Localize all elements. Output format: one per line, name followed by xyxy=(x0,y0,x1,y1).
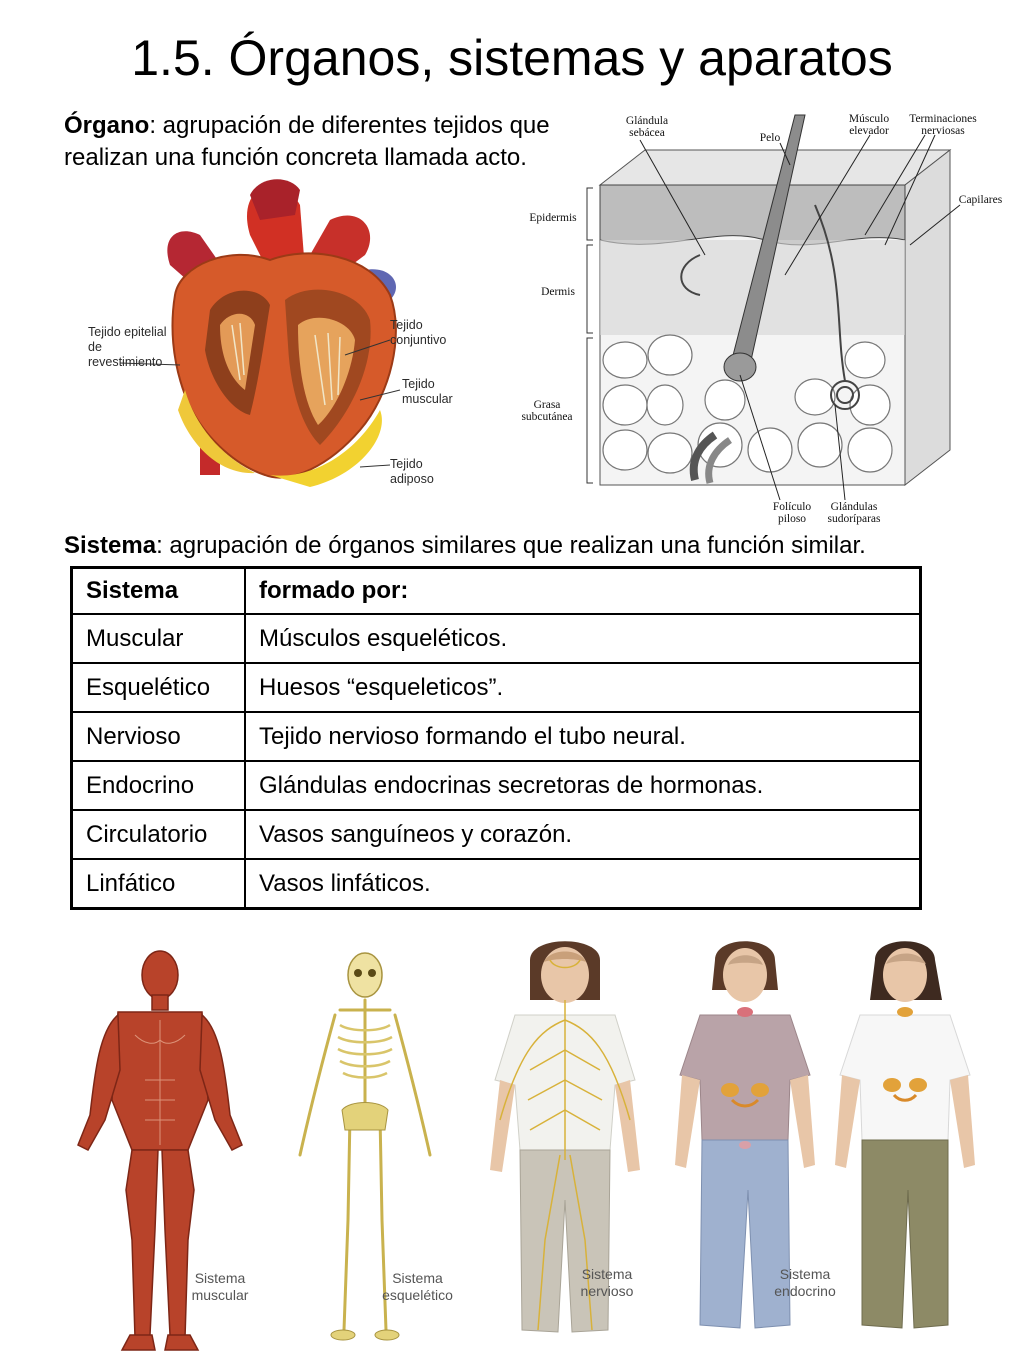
page-title: 1.5. Órganos, sistemas y aparatos xyxy=(131,30,893,86)
sistema-definition xyxy=(64,530,984,562)
figure-endocrino-2 xyxy=(774,940,980,1360)
heart-label-muscular: Tejido muscular xyxy=(402,377,453,406)
sistema-definition-text: : agrupación de órganos similares que realizan una función similar. xyxy=(156,532,866,559)
cell-sistema: Linfático xyxy=(72,859,246,909)
label-sistema-endocrino: Sistema endocrino xyxy=(774,1266,836,1299)
cell-formado-por: Vasos sanguíneos y corazón. xyxy=(245,810,921,859)
cell-sistema: Circulatorio xyxy=(72,810,246,859)
table-header-row xyxy=(72,568,921,615)
skin-label-capilares: Capilares xyxy=(958,194,1003,206)
table-row xyxy=(72,712,921,761)
figure-esqueletico xyxy=(270,940,460,1360)
skin-label-dermis: Dermis xyxy=(541,286,575,298)
label-sistema-muscular: Sistema muscular xyxy=(191,1270,249,1303)
heart-illustration xyxy=(60,175,480,495)
skin-label-foliculo: Folículo piloso xyxy=(772,501,812,525)
cell-sistema: Muscular xyxy=(72,614,246,663)
heart-label-adiposo: Tejido adiposo xyxy=(390,457,434,486)
skin-label-musculo-elevador: Músculo elevador xyxy=(848,113,890,137)
table-row xyxy=(72,614,921,663)
label-sistema-nervioso: Sistema nervioso xyxy=(580,1266,634,1299)
table-row xyxy=(72,810,921,859)
body-systems-figures xyxy=(40,940,1000,1360)
table-row xyxy=(72,761,921,810)
skin-label-terminaciones: Terminaciones nerviosas xyxy=(909,113,977,137)
figure-muscular xyxy=(60,940,260,1360)
skin-illustration xyxy=(515,105,1010,525)
cell-formado-por: Músculos esqueléticos. xyxy=(245,614,921,663)
systems-table xyxy=(70,566,922,910)
header-sistema: Sistema xyxy=(72,568,246,615)
heart-label-epitelial: Tejido epitelial de revestimiento xyxy=(88,325,167,369)
skin-label-glandula-sebacea: Glándula sebácea xyxy=(625,115,669,139)
label-sistema-esqueletico: Sistema esquelético xyxy=(382,1270,453,1303)
cell-sistema: Nervioso xyxy=(72,712,246,761)
skin-label-glandulas-sudoriparas: Glándulas sudoríparas xyxy=(827,501,881,525)
organo-term: Órgano xyxy=(64,112,150,139)
figure-nervioso xyxy=(460,940,670,1360)
sistema-term: Sistema xyxy=(64,532,157,559)
cell-formado-por: Glándulas endocrinas secretoras de hormonas. xyxy=(245,761,921,810)
skin-label-grasa: Grasa subcutánea xyxy=(521,399,573,423)
skin-drawing xyxy=(515,105,1010,525)
cell-formado-por: Huesos “esqueleticos”. xyxy=(245,663,921,712)
cell-formado-por: Vasos linfáticos. xyxy=(245,859,921,909)
heart-label-conjuntivo: Tejido conjuntivo xyxy=(390,318,447,347)
table-row xyxy=(72,663,921,712)
organo-definition-text: : agrupación de diferentes tejidos que realizan una función concreta llamada acto. xyxy=(64,112,550,171)
cell-formado-por: Tejido nervioso formando el tubo neural. xyxy=(245,712,921,761)
skin-label-epidermis: Epidermis xyxy=(529,212,577,224)
header-formado-por: formado por: xyxy=(245,568,921,615)
table-row xyxy=(72,859,921,909)
cell-sistema: Endocrino xyxy=(72,761,246,810)
endocrine-figure-2-drawing xyxy=(830,940,980,1360)
skin-label-pelo: Pelo xyxy=(759,132,781,144)
cell-sistema: Esquelético xyxy=(72,663,246,712)
